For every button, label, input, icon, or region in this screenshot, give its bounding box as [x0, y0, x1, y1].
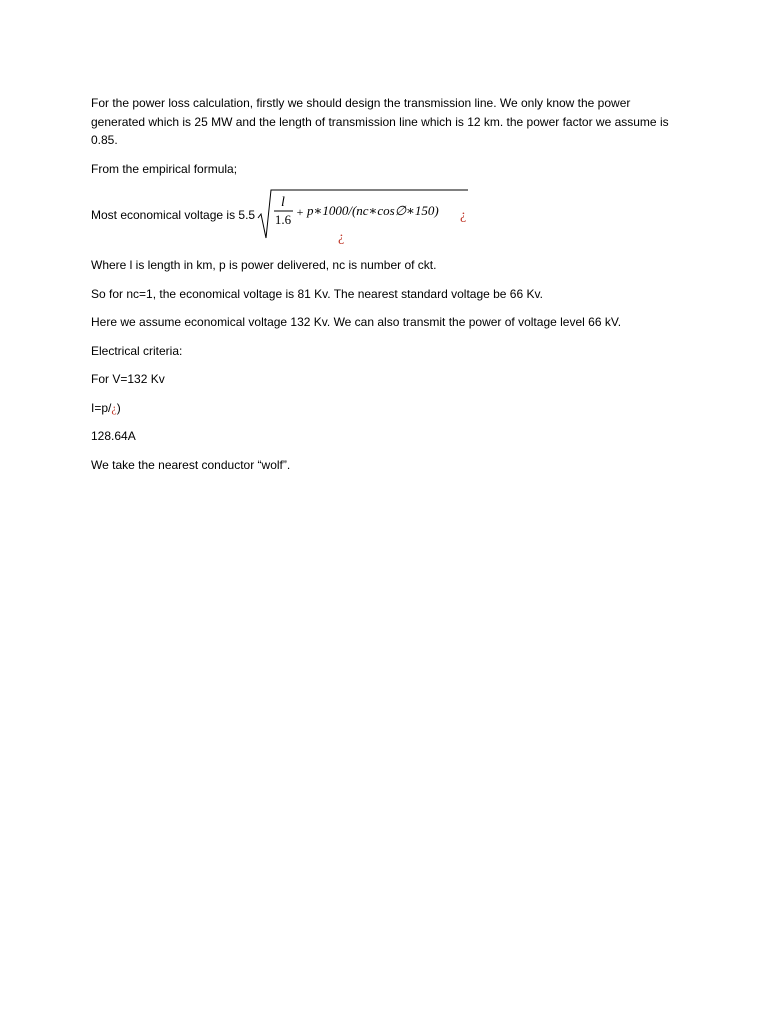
- fraction-denominator: 1.6: [274, 212, 292, 227]
- current-formula-line: [91, 399, 681, 418]
- electrical-criteria-heading: Electrical criteria:: [91, 343, 183, 358]
- current-suffix: ): [116, 400, 121, 415]
- formula-radical: [241, 188, 571, 244]
- formula-expression: p∗1000/(nc∗cos∅∗150): [307, 203, 439, 218]
- current-error-mark: ¿: [111, 400, 117, 415]
- formula-label: Most economical voltage is 5.5: [91, 208, 256, 222]
- current-prefix: I=p/: [91, 400, 112, 415]
- document-body: [91, 94, 681, 484]
- current-value-line: 128.64A: [91, 429, 136, 443]
- economical-voltage-formula: [91, 188, 681, 244]
- here-paragraph: Here we assume economical voltage 132 Kv. We can also transmit the power of voltage level 66 kV.: [91, 315, 622, 329]
- empirical-formula-heading: From the empirical formula;: [91, 161, 238, 176]
- so-for-paragraph: So for nc=1, the economical voltage is 81 Kv. The nearest standard voltage be 66 Kv.: [91, 286, 543, 301]
- intro-paragraph: For the power loss calculation, firstly we should design the transmission line. We only know the power generated which is 25 MW and the length of transmission line which is 12 km. the power factor we assume is 0.85.: [91, 96, 669, 147]
- formula-trailing-mark: ¿: [460, 208, 467, 223]
- for-voltage-line: For V=132 Kv: [91, 372, 165, 386]
- formula-plus: +: [296, 205, 304, 219]
- formula-under-mark: ¿: [338, 230, 345, 244]
- where-paragraph: Where l is length in km, p is power delivered, nc is number of ckt.: [91, 258, 437, 272]
- fraction-numerator: l: [281, 195, 285, 210]
- conductor-line: We take the nearest conductor “wolf”.: [91, 457, 291, 472]
